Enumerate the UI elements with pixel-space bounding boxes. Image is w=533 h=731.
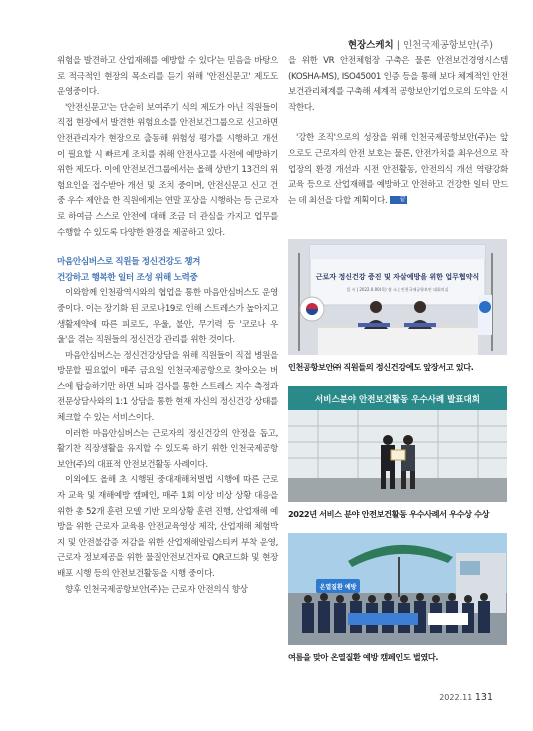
banner-title: 근로자 정신건강 증진 및 자살예방을 위한 업무협약식 xyxy=(315,273,480,281)
paragraph: 위험을 발견하고 산업재해를 예방할 수 있다'는 믿음을 바탕으로 적극적인 현장의 목소리를 듣기 위해 '안전신문고' 제도도 운영중이다. xyxy=(57,56,278,98)
photo-caption: 인천공항보안㈜ 직원들의 정신건강에도 앞장서고 있다. xyxy=(288,362,474,372)
header-org: 인천국제공항보안(주) xyxy=(402,40,493,51)
photo-award xyxy=(288,386,507,502)
banner-subtitle: 일 시 | 2022.0.00(목) 장 소 | 인천국제공항보안 대회의실 xyxy=(346,287,449,292)
paragraph-text: '강한 조직'으로의 성장을 위해 인천국제공항보안(주)는 앞으로도 근로자의 안전 보호는 물론, 안전가치를 최우선으로 작업장의 환경 개선과 시전 안전활동, 안전의식 개선 역량강화 교육 등으로 산업재해를 예방하고 안전하고 건강한 일터 만드는 데 최선을 다할 계획이다. xyxy=(288,133,508,206)
photo-caption: 2022년 서비스 분야 안전보건활동 우수사례서 우수상 수상 xyxy=(288,509,490,519)
photo-campaign xyxy=(288,533,507,645)
paragraph: 이러한 마음안심버스는 근로자의 정신건강의 안정을 돕고, 활기찬 직장생활을 유지할 수 있도록 하기 위한 인천국제공항보안(주)의 대표적 안전보건활동 사례이다. xyxy=(57,428,278,470)
header-divider: | xyxy=(396,40,400,51)
paragraph: 을 위한 VR 안전체험장 구축은 물론 안전보건경영시스템(KOSHA-MS), ISO45001 인증 등을 통해 보다 체계적인 안전보건관리체계를 구축해 세계적 공항보안기업으로의 도약을 시작한다. xyxy=(288,56,508,113)
page-footer xyxy=(439,692,493,703)
page-number: 131 xyxy=(474,692,493,703)
left-column xyxy=(57,54,278,598)
section-title: 현장스케치 xyxy=(347,40,394,51)
photo-caption: 여름을 맞아 온열질환 예방 캠페인도 벌였다. xyxy=(288,652,439,662)
paragraph xyxy=(288,131,508,209)
paragraph: 향후 인천국제공항보안(주)는 근로자 안전의식 향상 xyxy=(65,584,248,595)
paragraph: 이외에도 올해 초 시행된 중대재해처벌법 시행에 따른 근로자 교육 및 재해예방 캠페인, 매주 1회 이상 비상 상황 대응을 위한 총 52개 훈련 모델 기반 모의상황 훈련 진행, 산업재해 예방을 위한 근로자 교육용 안전교육영상 제작, 산업재해 체험박지 및 안전불감증 저감을 위한 산업재해알림스티커 부착 운영, 근로자 정보제공을 위한 물질안전보건자료 QR코드화 및 현장 배포 시행 등의 안전보건활동을 시행 중이다. xyxy=(57,475,278,579)
paragraph: '안전신문고'는 단순히 보여주기 식의 제도가 아닌 직원들이 직접 현장에서 발견한 위험요소를 안전보건그룹으로 신고하면 안전관리자가 현장으로 출동해 위험성 평가를 시행하고 개선이 필요할 시 빠르게 조치를 취해 안전사고를 사전에 예방하기 위한 제도다. 이에 안전보건그룹에서는 올해 상반기 13건의 위험요인을 접수받아 개선 및 조치 중이며, 안전신문고 신고 건 중 우수 제안을 한 직원에게는 연말 포상을 시행하는 등 근로자로 하여금 스스로 안전에 대해 조금 더 관심을 가지고 업무를 수행할 수 있도록 다양한 환경을 제공하고 있다. xyxy=(57,102,278,238)
paragraph: 이와함께 인천광역시와의 협업을 통한 마음안심버스도 운영 중이다. 이는 장기화 된 코로나19로 인해 스트레스가 높아지고 생활제약에 따른 피로도, 우울, 불안, 무기력 등 '코로나 우울'을 겪는 직원들의 정신건강 관리를 위한 것이다. xyxy=(57,288,278,346)
section-subheading: 건강하고 행복한 일터 조성 위해 노력중 xyxy=(57,272,198,283)
campaign-sign-text: 온열질환 예방 xyxy=(319,584,357,591)
banner-title: 서비스분야 안전보건활동 우수사례 발표대회 xyxy=(315,395,480,405)
page-header xyxy=(348,37,493,51)
section-subheading: 마음안심버스로 직원들 정신건강도 챙겨 xyxy=(57,257,201,268)
issue-date: 2022.11 xyxy=(439,693,473,702)
end-tag: 끝 xyxy=(390,196,407,204)
photo-mou-signing xyxy=(288,239,507,355)
paragraph: 마음안심버스는 정신건강상담을 위해 직원들이 직접 병원을 방문할 필요없이 매주 금요일 인천국제공항으로 찾아오는 버스에 탑승하기만 하면 뇌파 검사를 통한 스트레스 지수 측정과 전문상담사와의 1:1 상담을 통한 현재 자신의 정신건강 상태를 체크할 수 있는 서비스이다. xyxy=(57,350,278,424)
right-column xyxy=(288,54,508,209)
